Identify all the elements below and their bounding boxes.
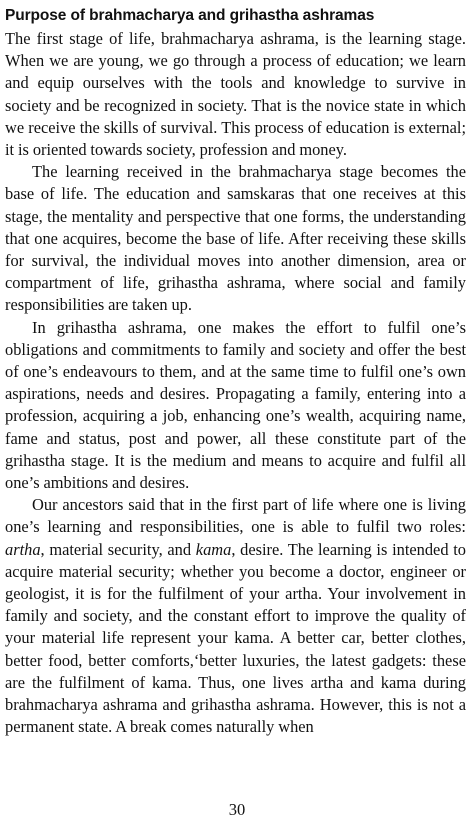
section-heading: Purpose of brahmacharya and grihastha ashramas (5, 7, 375, 24)
paragraph-2: The learning received in the brahmacharya stage becomes the base of life. The education and samskaras that one receives at this stage, the mentality and perspective that one forms, the understanding that one acquires, become the base of life. After receiving these skills for survival, the individual moves into another dimension, area or compartment of life, grihastha ashrama, where social and family responsibilities are taken up. (5, 162, 466, 315)
paragraph-4-rest: , desire. The learning is intended to acquire material security; whether you become a doctor, engineer or geologist, it is for the fulfilment of your artha. Your involvement in family and society, and the constant effort to improve the quality of your material life represent your kama. A better car, better clothes, better food, better comforts,‘better luxuries, the latest gadgets: these are the fulfilment of kama. Thus, one lives artha and kama during brahmacharya ashrama and grihastha ashrama. However, this is not a permanent state. A break comes naturally when (5, 539, 466, 737)
paragraph-4 (5, 494, 466, 738)
paragraph-1: The first stage of life, brahmacharya ashrama, is the learning stage. When we are young, we go through a process of education; we learn and equip ourselves with the tools and knowledge to survive in society and be recognized in society. That is the novice state in which we receive the skills of survival. This process of education is external; it is oriented towards society, profession and money. (5, 29, 466, 160)
paragraph-4-intro: Our ancestors said that in the first part of life where one is living one’s learning and responsibilities, one is able to fulfil two roles: (5, 495, 466, 537)
page-body (5, 5, 466, 739)
term-artha: artha (5, 539, 41, 559)
term-kama: kama (195, 539, 232, 559)
page-number: 30 (228, 800, 246, 819)
paragraph-4-middle: , material security, and (40, 539, 196, 559)
paragraph-3: In grihastha ashrama, one makes the effort to fulfil one’s obligations and commitments to family and society and offer the best of one’s endeavours to them, and at the same time to fulfil one’s own aspirations, needs and desires. Propagating a family, entering into a profession, acquiring a job, enhancing one’s wealth, acquiring name, fame and status, post and power, all these constitute part of the grihastha stage. It is the medium and means to acquire and fulfil all one’s ambitions and desires. (5, 317, 466, 493)
